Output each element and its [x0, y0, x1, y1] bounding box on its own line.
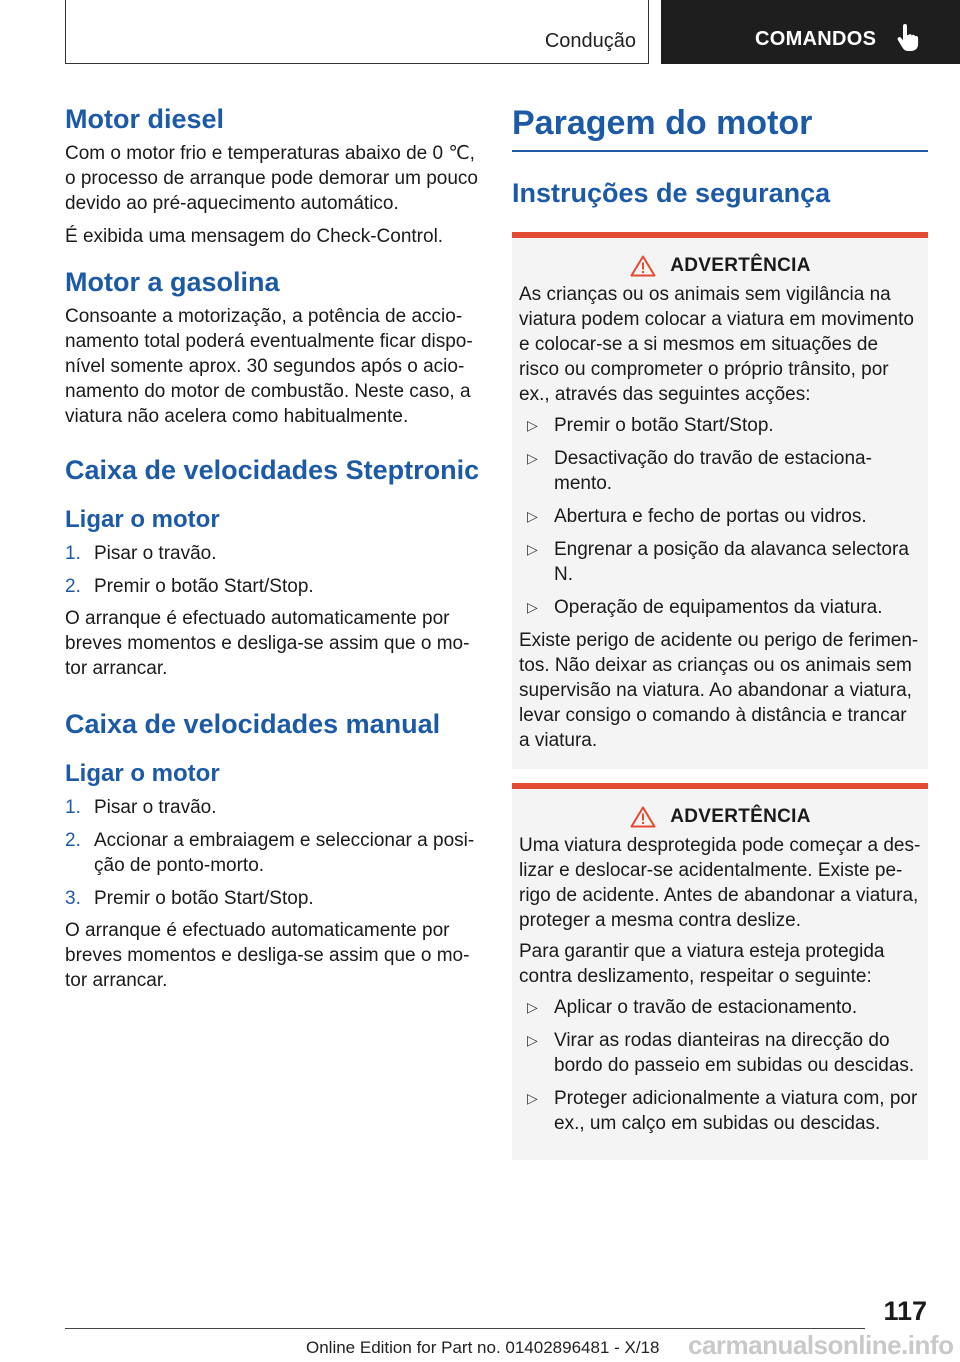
list-item: 1. Pisar o travão. — [65, 543, 217, 564]
manual-steps — [65, 795, 480, 911]
manual-note: O arranque é efectuado automaticamente por breves momentos e desliga-se assim que o motor arrancar. — [65, 920, 470, 991]
diesel-heading: Motor diesel — [65, 104, 225, 134]
warning-2-intro: Uma viatura desprotegida pode começar a deslizar e deslocar-se acidentalmente. Existe perigo de acidente. Antes de abandonar a viatura, proteger a mesma contra deslize. — [519, 835, 921, 931]
steptronic-note: O arranque é efectuado automaticamente por breves momentos e desliga-se assim que o motor arrancar. — [65, 608, 470, 679]
left-column — [65, 100, 480, 993]
warning-box-2 — [512, 783, 928, 1160]
triangle-bullet-icon: ▷ — [527, 599, 538, 615]
list-item: ▷ Engrenar a posição da alavanca selectora N. — [527, 539, 909, 585]
warning-1-list — [519, 413, 922, 620]
list-item: ▷ Desactivação do travão de estacionamento. — [527, 448, 872, 494]
right-column — [512, 100, 928, 1160]
warning-triangle-icon — [630, 255, 656, 277]
warning-title: ADVERTÊNCIA — [519, 254, 922, 278]
triangle-bullet-icon: ▷ — [527, 450, 538, 466]
triangle-bullet-icon: ▷ — [527, 541, 538, 557]
list-item: 2. Premir o botão Start/Stop. — [65, 576, 314, 597]
warning-triangle-icon — [630, 806, 656, 828]
list-item: 1. Pisar o travão. — [65, 797, 217, 818]
gasoline-heading: Motor a gasolina — [65, 267, 280, 297]
triangle-bullet-icon: ▷ — [527, 417, 538, 433]
steptronic-heading: Caixa de velocidades Steptronic — [65, 455, 480, 485]
warning-box-1 — [512, 232, 928, 769]
steptronic-steps — [65, 541, 480, 599]
warning-1-intro: As crianças ou os animais sem vigilância na viatura podem colocar a viatura em movimento e colocar-se a si mesmos em situações de risco ou comprometer o próprio trânsito, por ex., através das seguintes acções: — [519, 284, 914, 405]
header-section-tab — [65, 0, 649, 64]
title-rule — [512, 150, 928, 152]
list-item: ▷ Virar as rodas dianteiras na direcção do bordo do passeio em subidas ou descidas. — [527, 1030, 915, 1076]
list-item: ▷ Proteger adicionalmente a viatura com, por ex., um calço em subidas ou descidas. — [527, 1088, 918, 1134]
list-item: ▷ Aplicar o travão de estacionamento. — [527, 997, 858, 1018]
warning-1-outro: Existe perigo de acidente ou perigo de ferimentos. Não deixar as crianças ou os animais sem supervisão na viatura. Ao abandonar a viatura, levar consigo o comando à distância e trancar a viatura. — [519, 630, 919, 751]
warning-2-list — [519, 995, 922, 1136]
warning-title: ADVERTÊNCIA — [519, 805, 922, 829]
footer-edition: Online Edition for Part no. 01402896481 - X/18 — [306, 1338, 660, 1357]
triangle-bullet-icon: ▷ — [527, 508, 538, 524]
page-number: 117 — [883, 1296, 927, 1326]
footer-rule — [65, 1328, 865, 1329]
hand-pointer-icon — [895, 24, 919, 52]
warning-2-intro-2: Para garantir que a viatura esteja protegida contra deslizamento, respeitar o seguinte: — [519, 941, 885, 987]
gasoline-paragraph: Consoante a motorização, a potência de accionamento total poderá eventualmente ficar disponível somente aprox. 30 segundos após o acionamento do motor de combustão. Neste caso, a viatura não acelera como habitualmente. — [65, 306, 473, 427]
diesel-paragraph: Com o motor frio e temperaturas abaixo de 0 ℃, o processo de arranque pode demorar um pouco devido ao pré-aquecimento automático. — [65, 143, 478, 214]
triangle-bullet-icon: ▷ — [527, 1032, 538, 1048]
header-chapter-title: COMANDOS — [755, 28, 877, 50]
list-item: ▷ Premir o botão Start/Stop. — [527, 415, 774, 436]
list-item: ▷ Operação de equipamentos da viatura. — [527, 597, 883, 618]
manual-subheading: Ligar o motor — [65, 760, 220, 787]
triangle-bullet-icon: ▷ — [527, 999, 538, 1015]
safety-heading: Instruções de segurança — [512, 178, 831, 208]
manual-heading: Caixa de velocidades manual — [65, 709, 441, 739]
list-item: 3. Premir o botão Start/Stop. — [65, 888, 314, 909]
steptronic-subheading: Ligar o motor — [65, 506, 220, 533]
list-item: ▷ Abertura e fecho de portas ou vidros. — [527, 506, 867, 527]
triangle-bullet-icon: ▷ — [527, 1090, 538, 1106]
watermark: carmanualsonline.info — [688, 1330, 954, 1360]
list-item: 2. Accionar a embraiagem e seleccionar a posição de ponto-morto. — [65, 830, 475, 876]
header-chapter-tab — [661, 0, 960, 64]
diesel-paragraph-2: É exibida uma mensagem do Check-Control. — [65, 226, 444, 247]
page-title: Paragem do motor — [512, 104, 813, 142]
header-section-title: Condução — [544, 30, 636, 52]
